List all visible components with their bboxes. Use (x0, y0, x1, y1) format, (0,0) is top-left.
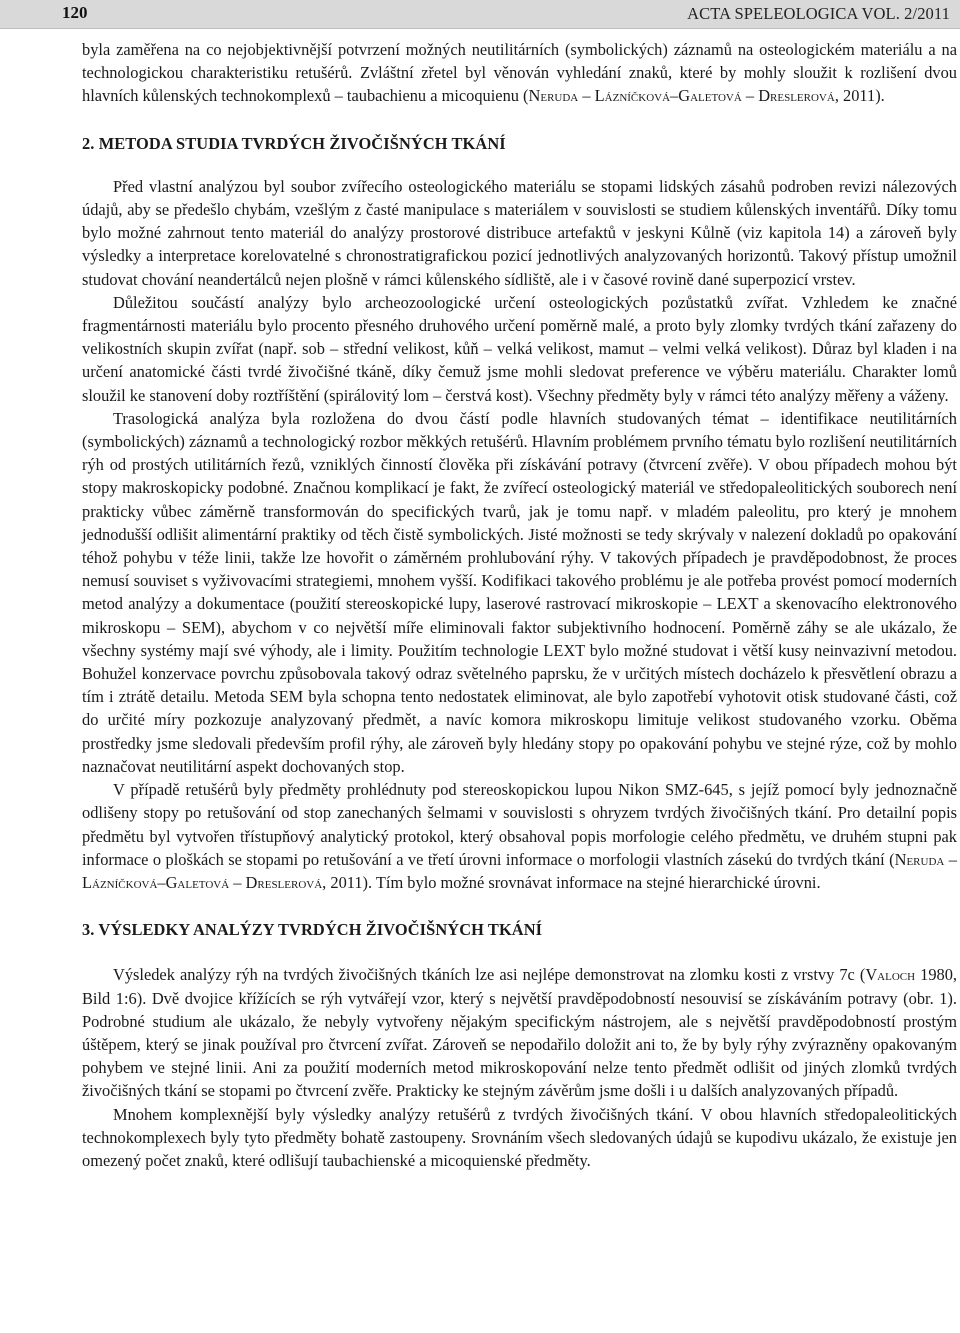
paragraph: Mnohem komplexnější byly výsledky analýzy retušérů z tvrdých živočišných tkání. V obou hlavních středopaleolitických technokomplexech byly tyto předměty bohatě zastoupeny. Srovnáním všech sledovaných údajů se kupodivu ukázalo, že existuje jen omezený počet znaků, které odlišují taubachienské a micoquienské předměty. (82, 1104, 957, 1170)
article-body (82, 38, 957, 1172)
paragraph-text: Výsledek analýzy rýh na tvrdých živočišných tkáních lze asi nejlépe demonstrovat na zlomku kosti z vrstvy 7c ( (113, 965, 866, 985)
citation-authors: Neruda – Lázníčková–Galetová – Dreslerová (528, 86, 835, 106)
intro-paragraph (82, 38, 957, 108)
paragraph: Před vlastní analýzou byl soubor zvířecího osteologického materiálu se stopami lidských zásahů podroben revizi nálezových údajů, aby se předešlo chybám, vzešlým z časté manipulace s materiálem v souvislosti se studiem kůlenských inventářů. Díky tomu bylo možné zahrnout tento materiál do analýzy prostorové distribuce artefaktů v jeskyni Kůlně (viz kapitola 14) a zároveň byly výsledky a interpretace korelovatelné s chronostratigrafickou pozicí jednotlivých analyzovaných horizontů. Takový přístup umožnil studovat chování neandertálců nejen plošně v rámci kůlenského sídliště, ale i v časové rovině dané superpozicí vrstev. (82, 176, 957, 289)
section-heading-3: 3. VÝSLEDKY ANALÝZY TVRDÝCH ŽIVOČIŠNÝCH TKÁNÍ (82, 920, 543, 940)
journal-title: ACTA SPELEOLOGICA VOL. 2/2011 (687, 4, 950, 23)
paragraph-text: , 2011). Tím bylo možné srovnávat informace na stejné hierarchické úrovni. (322, 872, 821, 892)
paragraph: Důležitou součástí analýzy bylo archeozoologické určení osteologických pozůstatků zvířat. Vzhledem ke značné fragmentárnosti materiálu bylo procento přesného druhového určení poměrně malé, a proto byly zlomky tvrdých tkání zařazeny do velikostních skupin zvířat (např. sob – střední velikost, kůň – velká velikost, mamut – velmi velká velikost). Důraz byl kladen i na určení anatomické části tvrdé živočišné tkáně, díky čemuž jsme mohli sledovat preference ve výběru materiálu. Charakter lomů sloužil ke stanovení doby roztříštění (spirálovitý lom – čerstvá kost). Všechny předměty byly v rámci této analýzy měřeny a váženy. (82, 292, 957, 405)
citation-authors: Neruda – Lázníčková–Galetová – Dreslerová (82, 849, 957, 892)
paragraph: Trasologická analýza byla rozložena do dvou částí podle hlavních studovaných témat – identifikace neutilitárních (symbolických) záznamů a technologický rozbor měkkých retušérů. Hlavním problémem prvního tématu bylo rozlišení neutilitárních rýh od prostých utilitárních řezů, vzniklých činností člověka při získávání potravy (čtvrcení zvěře). V obou případech mohou být stopy makroskopicky podobné. Značnou komplikací je fakt, že zvířecí osteologický materiál ve středopaleolitických souborech není prakticky vůbec záměrně transformován do specifických tvarů, jak je tomu např. v mladém paleolitu, pro který je mnohem jednodušší odlišit alimentární praktiky od těch čistě symbolických. Jisté možnosti se tedy skrývaly v nalezení dokladů po opakování téhož pohybu v téže linii, takže lze hovořit o záměrném prohlubování rýhy. V takových případech je pravděpodobnost, že proces nemusí souviset s vyživovacími strategiemi, mnohem vyšší. Kodifikaci takového problému je ale potřeba provést pomocí moderních metod analýzy a dokumentace (použití stereoskopické lupy, laserové rastrovací mikroskopie – LEXT a skenovacího elektronového mikroskopu – SEM), abychom v co největší míře eliminovali faktor subjektivního hodnocení. Poměrně záhy se ale ukázalo, že všechny systémy mají své výhody, ale i limity. Použitím technologie LEXT bylo možné studovat i větší kusy neinvazivní metodou. Bohužel konzervace povrchu způsobovala takový odraz světelného paprsku, že v určitých místech docházelo k přesvětlení obrazu a tím i ztrátě detailu. Metoda SEM byla schopna tento nedostatek eliminovat, ale bylo zapotřebí vyhotovit otisk studované části, což do určité míry pozkozuje analyzovaný předmět, a navíc komora mikroskopu limituje velikost studovaného vzorku. Oběma prostředky jsme sledovali především profil rýhy, ale zároveň byly hledány stopy po opakování pohybu ve stejné rýze, což by mohlo naznačovat neutilitární aspekt dochovaných stop. (82, 408, 957, 776)
paragraph (82, 963, 957, 1102)
citation-author: Valoch (865, 965, 916, 985)
paragraph-text: 1980, Bild 1:6). Dvě dvojice křížících se rýh vytvářejí vzor, který s největší pravděpodobností nesouvisí se získáváním potravy (obr. 1). Podrobné studium ale ukázalo, že nebyly vytvořeny nějakým specifickým nástrojem, ale s největší pravděpodobností prostým úštěpem, který se jinak používal pro čtvrcení zvířat. Zároveň se nepodařilo doložit ani to, že by byly rýhy zvýrazněny opakovaným pohybem ve stejné linii. Ani za použití moderních metod mikroskopování nelze tento předmět odlišit od jiných zlomků tvrdých živočišných tkání se stopami po čtvrcení zvěře. Prakticky ke stejným závěrům jsme došli i u dalších analyzovaných případů. (82, 965, 957, 1101)
page-header (0, 0, 960, 29)
paragraph (82, 778, 957, 894)
citation-year: , 2011). (834, 86, 885, 106)
paragraph-text: V případě retušérů byly předměty prohlédnuty pod stereoskopickou lupou Nikon SMZ-645, s jejíž pomocí byly jednoznačně odlišeny stopy po retušování od stop zanechaných šelmami v souvislosti s ohryzem tvrdých živočišných tkání. Pro detailní popis předmětu byl vytvořen třístupňový analytický protokol, který obsahoval popis morfologie celého předmětu, ve druhém stupni pak informace o ploškách se stopami po retušování a ve třetí úrovni informace o morfologii vlastních zásekú do tvrdých tkání ( (82, 780, 957, 869)
page-number: 120 (62, 3, 88, 22)
intro-text: byla zaměřena na co nejobjektivnější potvrzení možných neutilitárních (symbolických) záznamů na osteologickém materiálu a na technologickou charakteristiku retušérů. Zvláštní zřetel byl věnován vyhledání znaků, které by mohly sloužit k rozlišení dvou hlavních kůlenských technokomplexů – taubachienu a micoquienu ( (82, 40, 957, 106)
section-heading-2: 2. METODA STUDIA TVRDÝCH ŽIVOČIŠNÝCH TKÁNÍ (82, 133, 506, 153)
